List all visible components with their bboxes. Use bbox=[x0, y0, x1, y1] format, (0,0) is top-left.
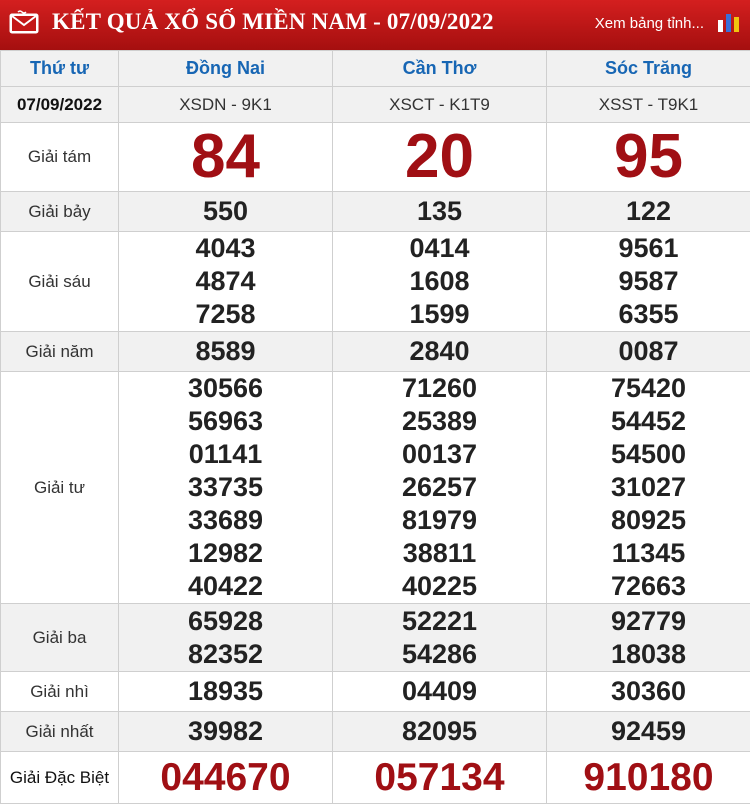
mail-icon[interactable] bbox=[8, 10, 40, 36]
prize-cell bbox=[119, 232, 333, 332]
prize-value: 4874 bbox=[195, 266, 256, 296]
prize-value: 9561 bbox=[618, 233, 679, 263]
code-dong-nai: XSDN - 9K1 bbox=[119, 87, 333, 123]
prize-value: 80925 bbox=[610, 505, 687, 535]
prize-cell bbox=[547, 604, 750, 672]
prize-value: 31027 bbox=[610, 472, 687, 502]
prize-row-g3 bbox=[1, 604, 750, 672]
draw-date: 07/09/2022 bbox=[1, 87, 119, 123]
prize-value: 81979 bbox=[401, 505, 478, 535]
prize-row-g1 bbox=[1, 712, 750, 752]
code-can-tho: XSCT - K1T9 bbox=[333, 87, 547, 123]
prize-cell bbox=[333, 232, 547, 332]
code-soc-trang: XSST - T9K1 bbox=[547, 87, 750, 123]
prize-label: Giải tư bbox=[1, 372, 119, 604]
prize-value: 30566 bbox=[187, 373, 264, 403]
prize-cell bbox=[333, 372, 547, 604]
prize-row-g4 bbox=[1, 372, 750, 604]
prize-value: 04409 bbox=[333, 672, 547, 712]
prize-label: Giải nhì bbox=[1, 672, 119, 712]
prize-value: 01141 bbox=[188, 439, 263, 469]
prize-value: 12982 bbox=[187, 538, 264, 568]
code-row bbox=[1, 87, 750, 123]
prize-value: 92779 bbox=[610, 605, 687, 636]
prize-value: 72663 bbox=[610, 571, 687, 601]
prize-value: 6355 bbox=[618, 299, 679, 329]
prize-value: 20 bbox=[333, 123, 547, 192]
province-dong-nai[interactable]: Đồng Nai bbox=[119, 51, 333, 87]
special-prize-value: 910180 bbox=[547, 752, 750, 804]
prize-value: 00137 bbox=[401, 439, 478, 469]
prize-value: 84 bbox=[119, 123, 333, 192]
prize-row-g5 bbox=[1, 332, 750, 372]
prize-value: 135 bbox=[333, 192, 547, 232]
province-can-tho[interactable]: Cần Thơ bbox=[333, 51, 547, 87]
prize-value: 71260 bbox=[401, 373, 478, 403]
results-table bbox=[0, 50, 750, 804]
prize-row-special bbox=[1, 752, 750, 804]
prize-label: Giải ba bbox=[1, 604, 119, 672]
prize-value: 26257 bbox=[401, 472, 478, 502]
special-prize-value: 044670 bbox=[119, 752, 333, 804]
prize-value: 82352 bbox=[187, 638, 264, 669]
prize-cell bbox=[547, 232, 750, 332]
prize-value: 30360 bbox=[547, 672, 750, 712]
prize-value: 38811 bbox=[402, 538, 477, 568]
prize-value: 7258 bbox=[195, 299, 256, 329]
prize-label: Giải Đặc Biệt bbox=[1, 752, 119, 804]
page-title: KẾT QUẢ XỔ SỐ MIỀN NAM - 07/09/2022 bbox=[52, 9, 494, 34]
prize-cell bbox=[119, 604, 333, 672]
chart-icon[interactable] bbox=[716, 8, 742, 34]
prize-value: 0414 bbox=[409, 233, 470, 263]
prize-label: Giải năm bbox=[1, 332, 119, 372]
prize-value: 82095 bbox=[333, 712, 547, 752]
prize-row-g2 bbox=[1, 672, 750, 712]
prize-value: 18038 bbox=[610, 638, 687, 669]
prize-value: 25389 bbox=[401, 406, 478, 436]
province-header-row bbox=[1, 51, 750, 87]
prize-value: 9587 bbox=[618, 266, 679, 296]
prize-row-g6 bbox=[1, 232, 750, 332]
prize-value: 1599 bbox=[409, 299, 470, 329]
prize-value: 11345 bbox=[611, 538, 686, 568]
prize-cell bbox=[547, 372, 750, 604]
prize-cell bbox=[333, 604, 547, 672]
prize-value: 2840 bbox=[333, 332, 547, 372]
prize-row-g8 bbox=[1, 123, 750, 192]
prize-value: 33689 bbox=[187, 505, 264, 535]
prize-value: 550 bbox=[119, 192, 333, 232]
prize-cell bbox=[119, 372, 333, 604]
view-table-link[interactable]: Xem bảng tỉnh... bbox=[594, 15, 704, 32]
prize-value: 40225 bbox=[401, 571, 478, 601]
prize-value: 95 bbox=[547, 123, 750, 192]
prize-value: 54286 bbox=[401, 638, 478, 669]
prize-label: Giải tám bbox=[1, 123, 119, 192]
weekday-header: Thứ tư bbox=[1, 51, 119, 87]
prize-value: 75420 bbox=[610, 373, 687, 403]
prize-value: 1608 bbox=[409, 266, 470, 296]
prize-label: Giải sáu bbox=[1, 232, 119, 332]
prize-value: 8589 bbox=[119, 332, 333, 372]
prize-value: 39982 bbox=[119, 712, 333, 752]
prize-label: Giải nhất bbox=[1, 712, 119, 752]
special-prize-value: 057134 bbox=[333, 752, 547, 804]
prize-value: 52221 bbox=[401, 605, 478, 636]
prize-value: 33735 bbox=[187, 472, 264, 502]
prize-value: 92459 bbox=[547, 712, 750, 752]
prize-row-g7 bbox=[1, 192, 750, 232]
province-soc-trang[interactable]: Sóc Trăng bbox=[547, 51, 750, 87]
prize-value: 122 bbox=[547, 192, 750, 232]
header-bar bbox=[0, 0, 750, 50]
prize-value: 40422 bbox=[187, 571, 264, 601]
prize-value: 18935 bbox=[119, 672, 333, 712]
prize-value: 54452 bbox=[610, 406, 687, 436]
prize-value: 4043 bbox=[195, 233, 256, 263]
prize-value: 56963 bbox=[187, 406, 264, 436]
prize-label: Giải bảy bbox=[1, 192, 119, 232]
prize-value: 0087 bbox=[547, 332, 750, 372]
prize-value: 54500 bbox=[610, 439, 687, 469]
prize-value: 65928 bbox=[187, 605, 264, 636]
